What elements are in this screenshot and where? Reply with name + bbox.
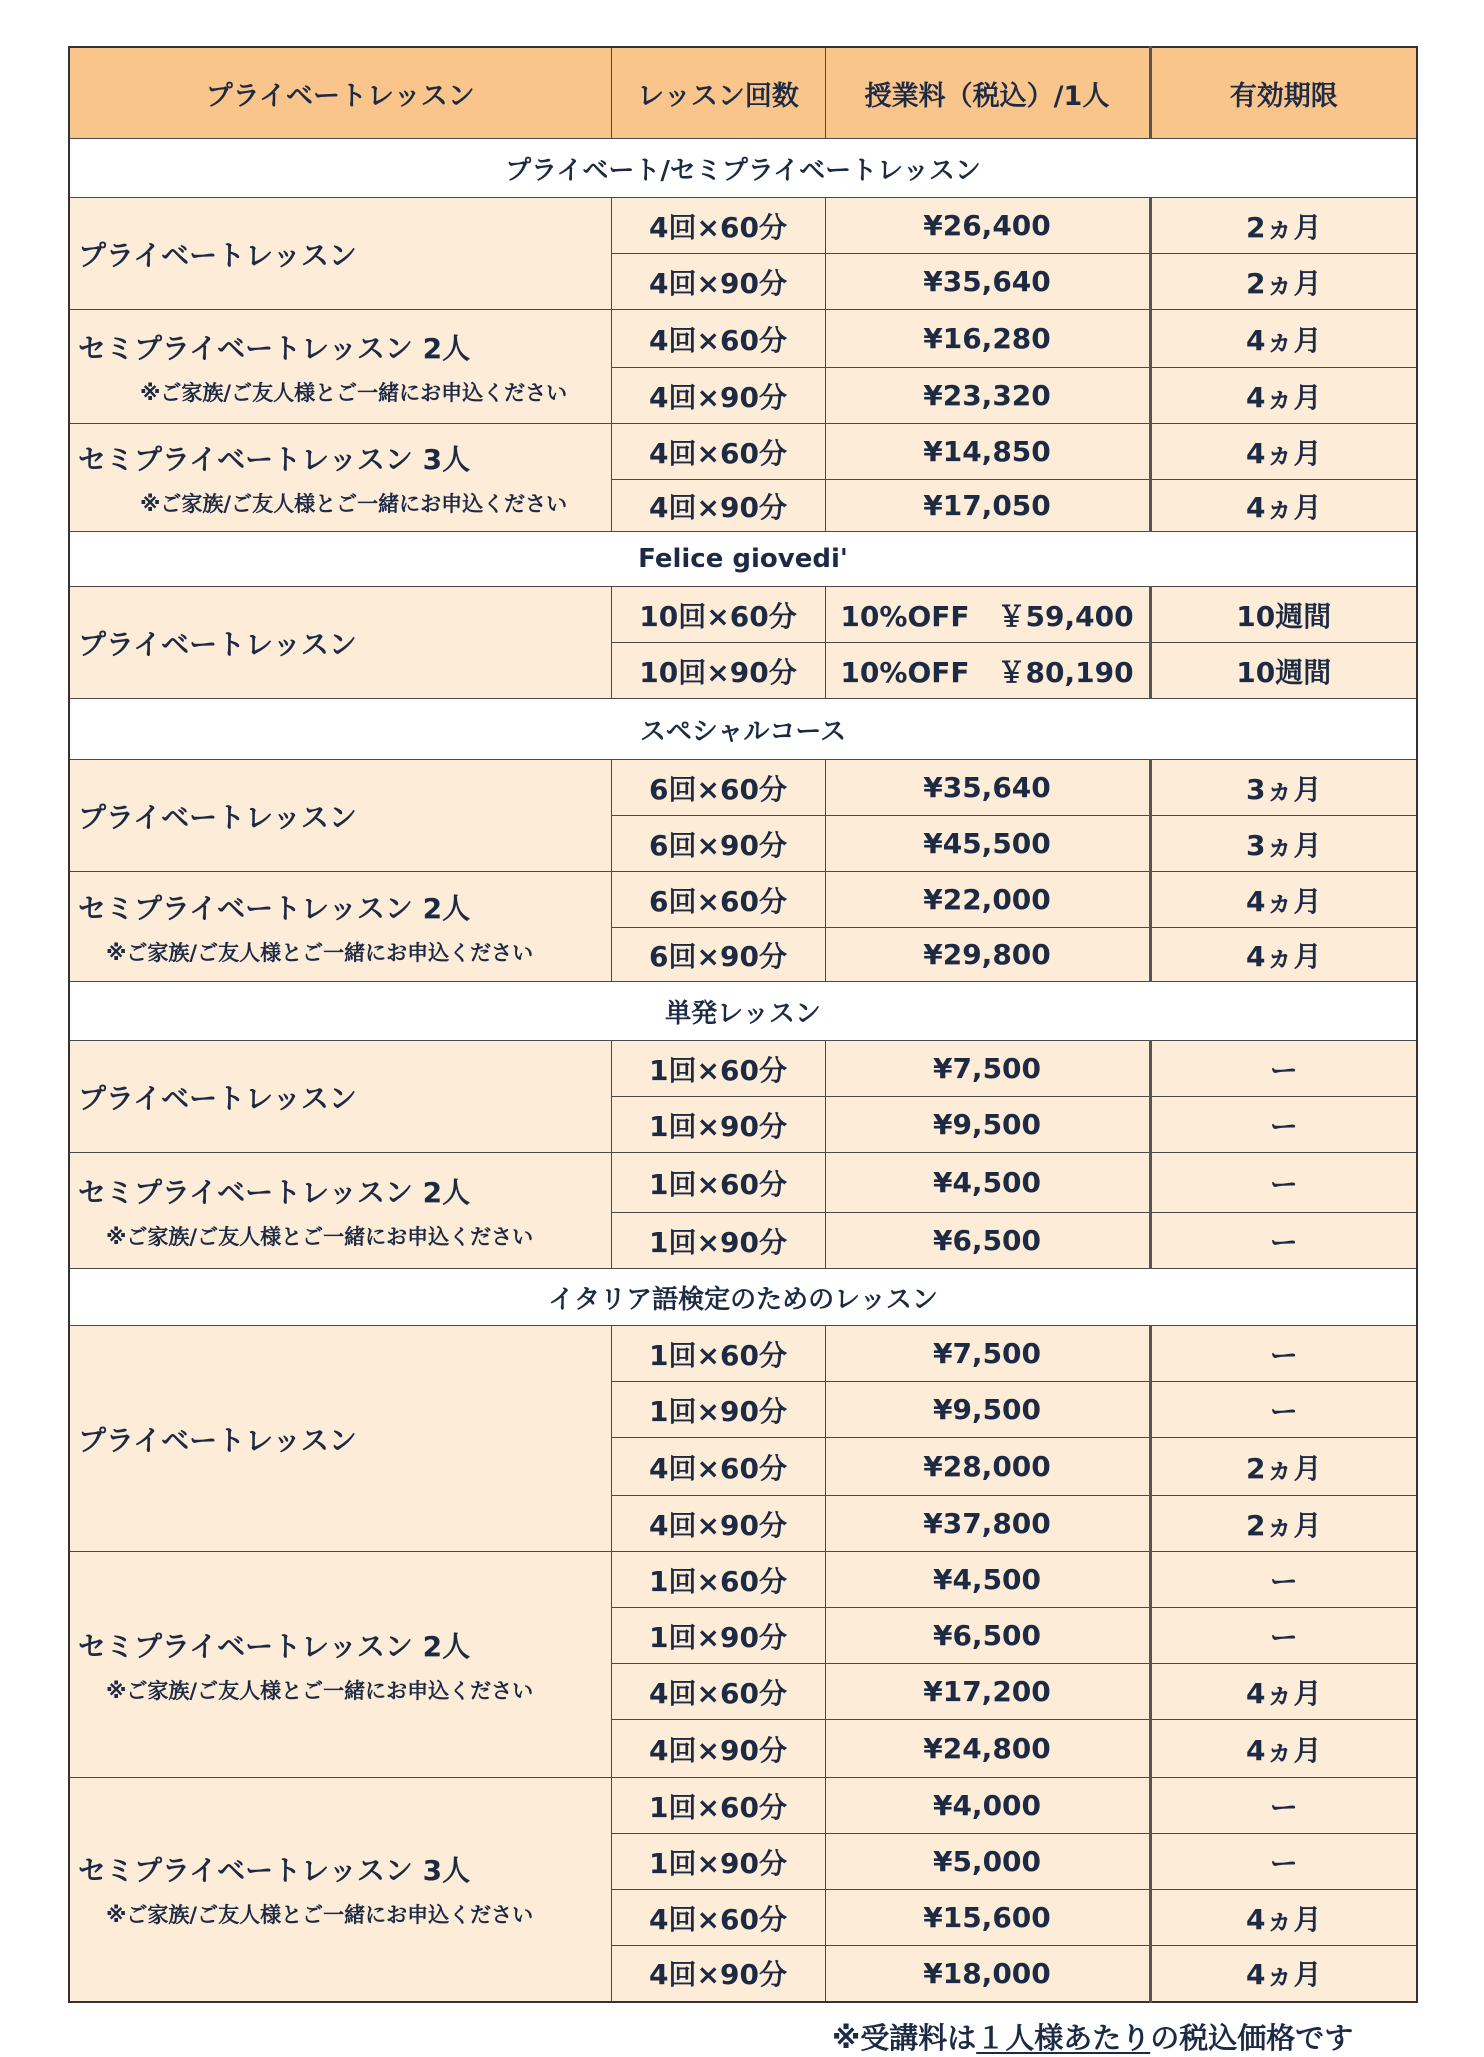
table-row (69, 1326, 1417, 1382)
table-row (69, 872, 1417, 928)
validity-period: 2ヵ月 (1150, 1496, 1417, 1552)
validity-period: ー (1150, 1153, 1417, 1213)
validity-period: 10週間 (1150, 587, 1417, 643)
section-title: イタリア語検定のためのレッスン (69, 1269, 1417, 1326)
lesson-count: 6回×90分 (611, 816, 825, 872)
lesson-count: 4回×90分 (611, 1496, 825, 1552)
lesson-fee: ¥9,500 (825, 1097, 1150, 1153)
section-title: スペシャルコース (69, 699, 1417, 760)
validity-period: ー (1150, 1213, 1417, 1269)
course-name-cell (69, 872, 611, 982)
lesson-count: 10回×60分 (611, 587, 825, 643)
course-note: ※ご家族/ご友人様とご一緒にお申込ください (106, 1224, 534, 1249)
lesson-count: 4回×90分 (611, 368, 825, 424)
header-validity-period: 有効期限 (1150, 47, 1417, 139)
price-table (68, 46, 1418, 2003)
footer-note (832, 2016, 1353, 2057)
validity-period: 2ヵ月 (1150, 198, 1417, 254)
course-name-cell (69, 1153, 611, 1269)
validity-period: 3ヵ月 (1150, 760, 1417, 816)
section-title: Felice giovedi' (69, 532, 1417, 587)
lesson-count: 4回×90分 (611, 1946, 825, 2002)
lesson-fee: ¥37,800 (825, 1496, 1150, 1552)
lesson-fee: ¥5,000 (825, 1834, 1150, 1890)
lesson-count: 1回×60分 (611, 1326, 825, 1382)
section-row (69, 139, 1417, 198)
header-fee: 授業料（税込）/1人 (825, 47, 1150, 139)
lesson-fee: ¥22,000 (825, 872, 1150, 928)
lesson-fee: ¥45,500 (825, 816, 1150, 872)
course-name: プライベートレッスン (78, 627, 357, 661)
lesson-count: 4回×60分 (611, 310, 825, 368)
lesson-fee: ¥4,500 (825, 1552, 1150, 1608)
header-course: プライベートレッスン (69, 47, 611, 139)
lesson-fee: ¥6,500 (825, 1608, 1150, 1664)
header-lesson-count: レッスン回数 (611, 47, 825, 139)
lesson-fee: ¥17,200 (825, 1664, 1150, 1720)
course-name: セミプライベートレッスン 2人 (78, 891, 471, 925)
lesson-fee: ¥35,640 (825, 254, 1150, 310)
validity-period: 3ヵ月 (1150, 816, 1417, 872)
section-title: 単発レッスン (69, 982, 1417, 1041)
table-row (69, 1041, 1417, 1097)
table-row (69, 760, 1417, 816)
table-row (69, 587, 1417, 643)
course-name: プライベートレッスン (78, 1423, 357, 1457)
lesson-fee: ¥18,000 (825, 1946, 1150, 2002)
course-name-cell (69, 198, 611, 310)
course-name: セミプライベートレッスン 2人 (78, 331, 471, 365)
validity-period: 4ヵ月 (1150, 424, 1417, 480)
validity-period: ー (1150, 1382, 1417, 1438)
validity-period: ー (1150, 1834, 1417, 1890)
lesson-count: 1回×60分 (611, 1778, 825, 1834)
validity-period: ー (1150, 1097, 1417, 1153)
lesson-count: 4回×90分 (611, 1720, 825, 1778)
lesson-count: 6回×60分 (611, 872, 825, 928)
footer-emphasis: １人様あたり (976, 2021, 1151, 2055)
table-row (69, 424, 1417, 480)
table-row (69, 1153, 1417, 1213)
lesson-count: 4回×90分 (611, 480, 825, 532)
validity-period: ー (1150, 1552, 1417, 1608)
validity-period: 4ヵ月 (1150, 928, 1417, 982)
lesson-fee: ¥29,800 (825, 928, 1150, 982)
lesson-count: 1回×60分 (611, 1041, 825, 1097)
course-name: プライベートレッスン (78, 1081, 357, 1115)
lesson-count: 4回×60分 (611, 1890, 825, 1946)
course-name-cell (69, 310, 611, 424)
lesson-fee: ¥7,500 (825, 1326, 1150, 1382)
course-note: ※ご家族/ご友人様とご一緒にお申込ください (106, 1903, 534, 1928)
lesson-fee: ¥4,500 (825, 1153, 1150, 1213)
course-name: セミプライベートレッスン 2人 (78, 1175, 471, 1209)
course-name-cell (69, 1778, 611, 2002)
lesson-count: 4回×60分 (611, 424, 825, 480)
validity-period: 4ヵ月 (1150, 1720, 1417, 1778)
lesson-fee: 10%OFF ￥80,190 (825, 643, 1150, 699)
section-row (69, 532, 1417, 587)
course-name: セミプライベートレッスン 2人 (78, 1629, 471, 1663)
table-body (69, 139, 1417, 2002)
course-note: ※ご家族/ご友人様とご一緒にお申込ください (106, 1678, 534, 1703)
section-row (69, 699, 1417, 760)
validity-period: 4ヵ月 (1150, 1664, 1417, 1720)
section-row (69, 982, 1417, 1041)
table-row (69, 1778, 1417, 1834)
validity-period: 2ヵ月 (1150, 1438, 1417, 1496)
course-name-cell (69, 424, 611, 532)
lesson-count: 6回×90分 (611, 928, 825, 982)
validity-period: 4ヵ月 (1150, 480, 1417, 532)
validity-period: 4ヵ月 (1150, 310, 1417, 368)
table-row (69, 310, 1417, 368)
lesson-count: 4回×60分 (611, 1438, 825, 1496)
lesson-fee: ¥15,600 (825, 1890, 1150, 1946)
lesson-fee: 10%OFF ￥59,400 (825, 587, 1150, 643)
validity-period: ー (1150, 1041, 1417, 1097)
course-name: プライベートレッスン (78, 800, 357, 834)
lesson-count: 1回×90分 (611, 1097, 825, 1153)
lesson-count: 10回×90分 (611, 643, 825, 699)
course-name-cell (69, 760, 611, 872)
course-name-cell (69, 1041, 611, 1153)
lesson-count: 1回×60分 (611, 1552, 825, 1608)
lesson-fee: ¥14,850 (825, 424, 1150, 480)
lesson-count: 1回×90分 (611, 1213, 825, 1269)
lesson-fee: ¥24,800 (825, 1720, 1150, 1778)
footer-suffix: の税込価格です (1150, 2021, 1354, 2055)
lesson-fee: ¥17,050 (825, 480, 1150, 532)
table-header-row (69, 47, 1417, 139)
lesson-fee: ¥6,500 (825, 1213, 1150, 1269)
section-title: プライベート/セミプライベートレッスン (69, 139, 1417, 198)
validity-period: 10週間 (1150, 643, 1417, 699)
lesson-count: 4回×60分 (611, 1664, 825, 1720)
course-note: ※ご家族/ご友人様とご一緒にお申込ください (140, 380, 568, 405)
lesson-fee: ¥4,000 (825, 1778, 1150, 1834)
validity-period: 4ヵ月 (1150, 368, 1417, 424)
validity-period: 4ヵ月 (1150, 1890, 1417, 1946)
lesson-count: 1回×60分 (611, 1153, 825, 1213)
validity-period: ー (1150, 1326, 1417, 1382)
course-name-cell (69, 1552, 611, 1778)
validity-period: 2ヵ月 (1150, 254, 1417, 310)
course-name: セミプライベートレッスン 3人 (78, 1854, 471, 1888)
lesson-count: 1回×90分 (611, 1608, 825, 1664)
lesson-fee: ¥23,320 (825, 368, 1150, 424)
lesson-count: 6回×60分 (611, 760, 825, 816)
table-row (69, 198, 1417, 254)
lesson-fee: ¥35,640 (825, 760, 1150, 816)
table-row (69, 1552, 1417, 1608)
lesson-fee: ¥28,000 (825, 1438, 1150, 1496)
lesson-count: 1回×90分 (611, 1834, 825, 1890)
lesson-fee: ¥7,500 (825, 1041, 1150, 1097)
lesson-count: 1回×90分 (611, 1382, 825, 1438)
course-name: プライベートレッスン (78, 238, 357, 272)
course-note: ※ご家族/ご友人様とご一緒にお申込ください (106, 940, 534, 965)
validity-period: ー (1150, 1778, 1417, 1834)
course-name-cell (69, 587, 611, 699)
validity-period: 4ヵ月 (1150, 1946, 1417, 2002)
lesson-fee: ¥26,400 (825, 198, 1150, 254)
lesson-fee: ¥16,280 (825, 310, 1150, 368)
validity-period: 4ヵ月 (1150, 872, 1417, 928)
course-note: ※ご家族/ご友人様とご一緒にお申込ください (140, 491, 568, 516)
footer-prefix: ※受講料は (832, 2021, 977, 2055)
course-name: セミプライベートレッスン 3人 (78, 442, 471, 476)
section-row (69, 1269, 1417, 1326)
validity-period: ー (1150, 1608, 1417, 1664)
lesson-count: 4回×60分 (611, 198, 825, 254)
lesson-fee: ¥9,500 (825, 1382, 1150, 1438)
course-name-cell (69, 1326, 611, 1552)
lesson-count: 4回×90分 (611, 254, 825, 310)
